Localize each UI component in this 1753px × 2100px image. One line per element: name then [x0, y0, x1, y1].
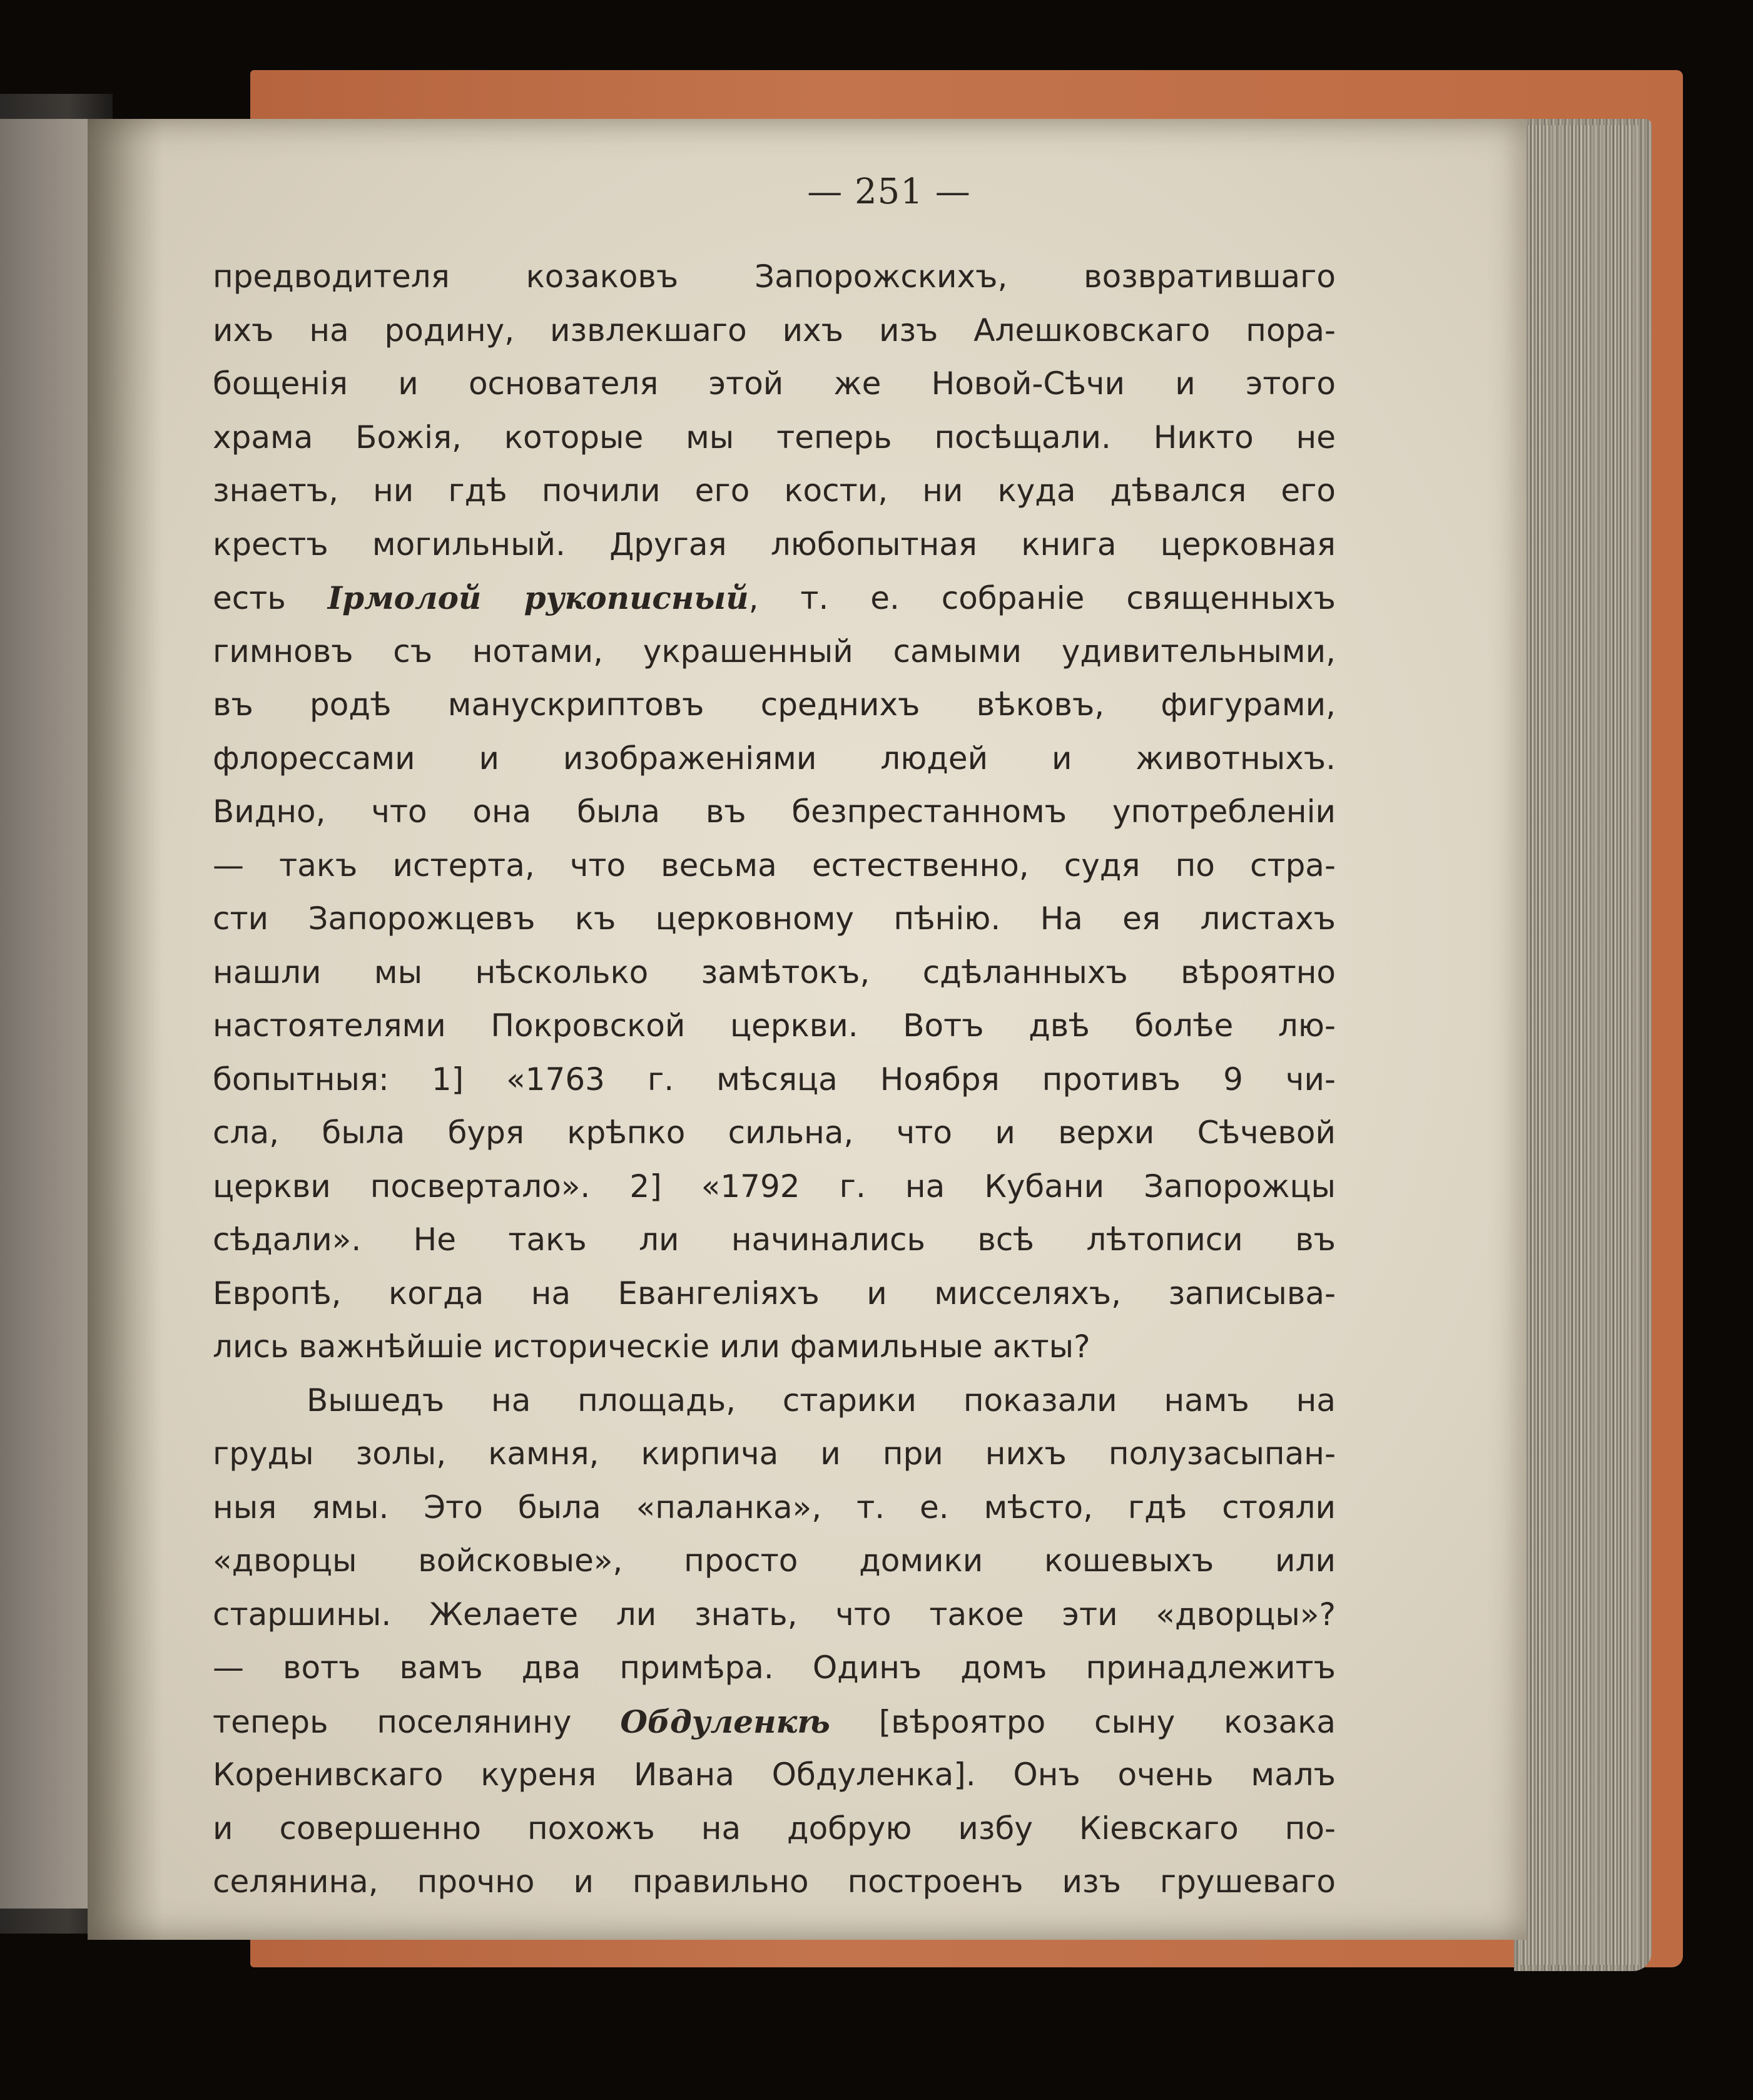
- text-line: [213, 411, 1336, 465]
- text-run: ныя ямы. Это была «паланка», т. е. мѣсто, гдѣ стояли: [213, 1489, 1336, 1526]
- text-line: [213, 1320, 1336, 1374]
- text-line: [213, 1855, 1336, 1909]
- text-run: теперь поселянину: [213, 1703, 621, 1740]
- text-line: [213, 1427, 1336, 1481]
- text-line: [213, 464, 1336, 518]
- text-line: [213, 250, 1336, 304]
- text-line: [213, 678, 1336, 732]
- text-line: [213, 946, 1336, 1000]
- text-run: сла, была буря крѣпко сильна, что и верхи Сѣчевой: [213, 1114, 1336, 1151]
- text-line: [213, 892, 1336, 946]
- text-run: нашли мы нѣсколько замѣтокъ, сдѣланныхъ вѣроятно: [213, 954, 1336, 991]
- text-line: [213, 1534, 1336, 1588]
- text-line: [213, 732, 1336, 786]
- text-run: «дворцы войсковые», просто домики кошевыхъ или: [213, 1542, 1336, 1579]
- text-run: сти Запорожцевъ къ церковному пѣнію. На ея листахъ: [213, 900, 1336, 937]
- text-line: [213, 1748, 1336, 1802]
- page-number: — 251 —: [807, 171, 971, 212]
- text-run: сѣдали». Не такъ ли начинались всѣ лѣтописи въ: [213, 1221, 1336, 1258]
- text-run: — такъ истерта, что весьма естественно, судя по стра-: [213, 847, 1336, 884]
- text-line: [213, 1374, 1336, 1428]
- italic-phrase: Ірмолой рукописный: [327, 579, 749, 616]
- text-run: ихъ на родину, извлекшаго ихъ изъ Алешковскаго пора-: [213, 312, 1336, 349]
- text-line: [213, 304, 1336, 358]
- text-run: Вышедъ на площадь, старики показали намъ на: [307, 1382, 1336, 1419]
- text-run: знаетъ, ни гдѣ почили его кости, ни куда дѣвался его: [213, 472, 1336, 509]
- text-run: храма Божія, которые мы теперь посѣщали. Никто не: [213, 419, 1336, 456]
- italic-phrase: Обдуленкѣ: [620, 1703, 830, 1740]
- text-run: , т. е. собраніе священныхъ: [748, 580, 1336, 616]
- text-run: лись важнѣйшіе историческіе или фамильные акты?: [213, 1328, 1090, 1365]
- text-line: [213, 1695, 1336, 1749]
- body-text: [213, 250, 1336, 1909]
- text-run: въ родѣ манускриптовъ среднихъ вѣковъ, фигурами,: [213, 686, 1336, 723]
- text-run: церкви посвертало». 2] «1792 г. на Кубани Запорожцы: [213, 1168, 1336, 1205]
- text-line: [213, 1213, 1336, 1267]
- text-run: гимновъ съ нотами, украшенный самыми удивительными,: [213, 633, 1336, 670]
- text-line: [213, 1588, 1336, 1642]
- text-run: селянина, прочно и правильно построенъ изъ грушеваго: [213, 1863, 1336, 1900]
- text-run: [вѣроятро сыну козака: [830, 1703, 1336, 1740]
- text-line: [213, 785, 1336, 839]
- text-line: [213, 1802, 1336, 1856]
- text-run: — вотъ вамъ два примѣра. Одинъ домъ принадлежитъ: [213, 1649, 1336, 1686]
- page-gutter-shadow: [88, 119, 163, 1940]
- page-fore-edge-texture: [1520, 125, 1639, 1965]
- text-line: [213, 1160, 1336, 1214]
- text-run: бощенія и основателя этой же Новой-Сѣчи и этого: [213, 365, 1336, 402]
- text-run: есть: [213, 580, 328, 616]
- text-run: груды золы, камня, кирпича и при нихъ полузасыпан-: [213, 1435, 1336, 1472]
- text-run: крестъ могильный. Другая любопытная книга церковная: [213, 526, 1336, 563]
- text-line: [213, 1106, 1336, 1160]
- text-line: [213, 1053, 1336, 1107]
- text-line: [213, 1267, 1336, 1321]
- text-run: и совершенно похожъ на добрую избу Кіевскаго по-: [213, 1810, 1336, 1847]
- text-line: [213, 571, 1336, 625]
- text-run: Коренивскаго куреня Ивана Обдуленка]. Онъ очень малъ: [213, 1756, 1336, 1793]
- text-run: предводителя козаковъ Запорожскихъ, возвратившаго: [213, 258, 1336, 295]
- text-run: бопытныя: 1] «1763 г. мѣсяца Ноября противъ 9 чи-: [213, 1061, 1336, 1098]
- facing-page-edge: [0, 119, 94, 1909]
- text-line: [213, 999, 1336, 1053]
- text-line: [213, 357, 1336, 411]
- text-run: настоятелями Покровской церкви. Вотъ двѣ болѣе лю-: [213, 1007, 1336, 1044]
- text-run: старшины. Желаете ли знать, что такое эти «дворцы»?: [213, 1596, 1336, 1633]
- text-line: [213, 839, 1336, 893]
- text-run: Видно, что она была въ безпрестанномъ употребленіи: [213, 793, 1336, 830]
- text-run: флорессами и изображеніями людей и животныхъ.: [213, 740, 1336, 777]
- text-line: [213, 518, 1336, 572]
- text-run: Европѣ, когда на Евангеліяхъ и мисселяхъ, записыва-: [213, 1275, 1336, 1312]
- text-line: [213, 1481, 1336, 1535]
- text-line: [213, 625, 1336, 679]
- text-line: [213, 1641, 1336, 1695]
